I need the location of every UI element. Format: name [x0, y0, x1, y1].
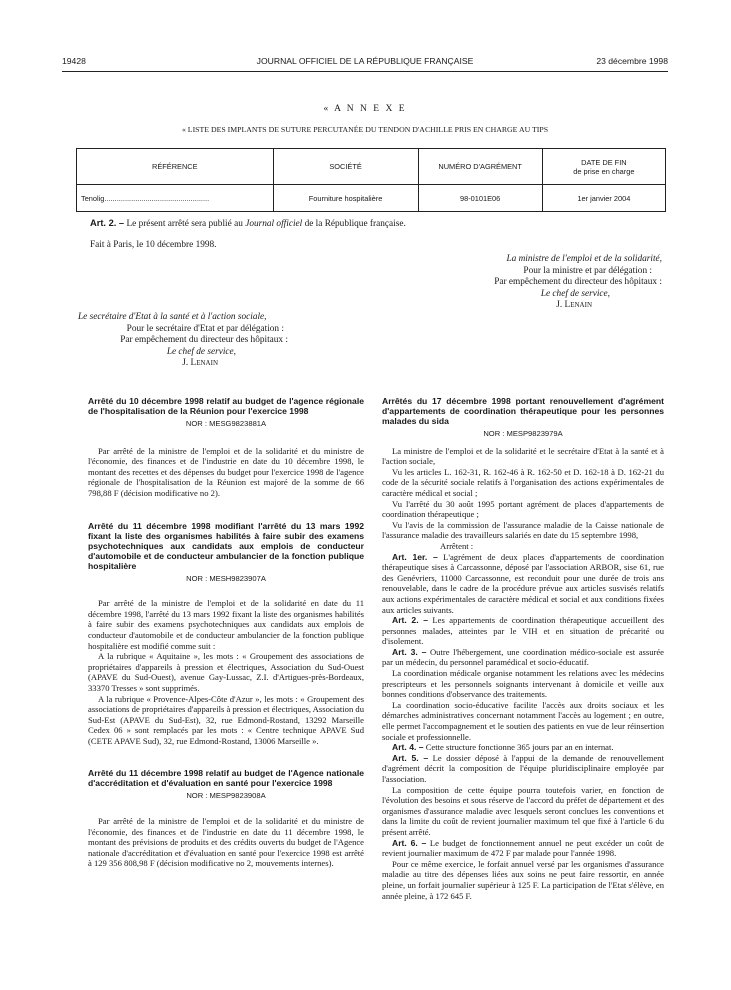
arrete-psychotech-p1: Par arrêté de la ministre de l'emploi et de la solidarité en date du 11 décembre 1998, l'arrêté du 13 mars 1992 fixant la liste des organismes habilités à faire subir des examens psychotechniques aux candidats aux emplois de conducteur d'automobile et de conducteur ambulancier de la fonction publique hospitalière est modifié comme suit :	[88, 598, 364, 651]
sida-article-5	[382, 753, 664, 785]
sig-right-role: Le chef de service,	[540, 288, 610, 299]
header-rule	[62, 71, 668, 72]
sida-coordination-medicale: La coordination médicale organise notamment les relations avec les médecins prescripteurs et les personnels soignants intervenant à domicile et veille aux bonnes conditions d'observance des traitements.	[382, 668, 664, 700]
sida-forfait: Pour ce même exercice, le forfait annuel versé par les organismes d'assurance maladie au titre des dépenses liées aux soins ne peut faire ressortir, en année pleine, un forfait journalier supérieur à 125 F. La participation de l'Etat s'élève, en année pleine, à 172 645 F.	[382, 858, 664, 901]
sida-article-1	[382, 552, 664, 616]
art4-text: Cette structure fonctionne 365 jours par an en internat.	[425, 742, 614, 753]
implants-table	[76, 148, 666, 212]
sida-article-2	[382, 615, 664, 647]
art2-italic: Journal officiel	[245, 219, 303, 229]
art3-text: Outre l'hébergement, une coordination médico-sociale est assurée par un médecin, du personnel paramédical et socio-éducatif.	[382, 646, 664, 668]
arrete-reunion-title: Arrêté du 10 décembre 1998 relatif au budget de l'agence régionale de l'hospitalisation de la Réunion pour l'exercice 1998	[88, 396, 364, 416]
sida-vu-2: Vu l'arrêté du 30 août 1995 portant agrément de places d'appartements de coordination thérapeutique ;	[382, 498, 664, 520]
cell-date-fin: 1er janvier 2004	[542, 185, 665, 212]
table-header-row	[77, 149, 666, 185]
arrete-reunion-body: Par arrêté de la ministre de l'emploi et de la solidarité et du ministre de l'économie, des finances et de l'industrie en date du 10 décembre 1998, le montant des recettes et des dépenses du budget pour l'exercice 1998 de l'agence régionale de l'hospitalisation de la Réunion est majoré de la somme de 66 798,88 F (décision modificative no 2).	[88, 445, 364, 498]
page-header	[62, 56, 668, 70]
art1-text: L'agrément de deux places d'appartements de coordination thérapeutique sises à Carcassonne, déposé par l'association ARBOR, sise 61, rue des Genévriers, 11000 Carcassonne, est reconduit pour une durée de trois ans renouvelable, dans le cadre de la procédure prévue aux articles susvisés relatifs aux actions expérimentales de caractère médical et social et aux conditions fixées aux articles suivants.	[382, 551, 665, 615]
article-2-line	[90, 218, 670, 231]
sida-article-4	[382, 742, 664, 753]
arrete-psychotech-title: Arrêté du 11 décembre 1998 modifiant l'arrêté du 13 mars 1992 fixant la liste des organismes habilités à faire subir des examens psychotechniques aux candidats aux emplois de conducteur d'automobile et de conducteur ambulancier de la fonction publique hospitalière	[88, 520, 364, 571]
journal-title: JOURNAL OFFICIEL DE LA RÉPUBLIQUE FRANÇAISE	[256, 56, 474, 66]
art2-label-right: Art. 2. –	[392, 615, 429, 626]
annexe-subtitle: « LISTE DES IMPLANTS DE SUTURE PERCUTANÉE DU TENDON D'ACHILLE PRIS EN CHARGE AU TIPS	[181, 125, 549, 134]
left-column	[88, 396, 364, 869]
sig-left-role: Le chef de service,	[166, 346, 236, 357]
sig-left-line2: Par empêchement du directeur des hôpitaux :	[120, 335, 288, 345]
sida-arretent: Arrêtent :	[440, 540, 474, 551]
arrete-psychotech-nor: NOR : MESH9823907A	[186, 573, 266, 583]
arrete-anaes-body: Par arrêté de la ministre de l'emploi et de la solidarité et du ministre de l'économie, des finances et de l'industrie en date du 11 décembre 1998, le montant des prévisions de produits et des crédits ouverts du budget de l'Agence nationale d'accréditation et d'évaluation en santé pour l'exercice 1998 est arrêté à 129 356 808,98 F (décision modificative no 2, mouvements internes).	[88, 816, 364, 869]
art6-text: Le budget de fonctionnement annuel ne peut excéder un coût de revient journalier maximum de 472 F par malade pour l'année 1998.	[382, 837, 664, 859]
sig-right-minister: La ministre de l'emploi et de la solidarité,	[506, 254, 662, 264]
sida-preamble: La ministre de l'emploi et de la solidarité et le secrétaire d'Etat à la santé et à l'action sociale,	[382, 445, 664, 467]
art4-label: Art. 4. –	[392, 742, 424, 753]
sida-composition: La composition de cette équipe pourra toutefois varier, en fonction de l'évolution des besoins et sous réserve de l'accord du préfet de département et des organismes d'assurance maladie avec lesquels seront conclues les conventions et dans la limite du coût de revient journalier maximum tel que fixé à l'article 6 du présent arrêté.	[382, 784, 664, 837]
art2-text-right: Les appartements de coordination thérapeutique accueillent des personnes malades, atteintes par le VIH et en situation de précarité ou d'isolement.	[382, 615, 664, 647]
arrete-reunion-nor: NOR : MESG9823881A	[185, 419, 267, 428]
arretes-sida-nor: NOR : MESP9823979A	[483, 429, 563, 438]
art2-text-b: de la République française.	[304, 219, 406, 229]
sida-article-3	[382, 647, 664, 668]
cell-societe: Fourniture hospitalière	[273, 185, 418, 212]
art1-label: Art. 1er. –	[392, 551, 438, 562]
cell-reference: Tenolig...................................................	[77, 185, 274, 212]
art2-label: Art. 2. –	[90, 218, 125, 228]
signature-right	[420, 254, 668, 312]
art5-text: Le dossier déposé à l'appui de la demande de renouvellement d'agrément décrit la composition de l'équipe pluridisciplinaire employée par l'association.	[382, 752, 664, 784]
col-header-date-fin: DATE DE FIN de prise en charge	[542, 149, 665, 185]
annexe-title: « A N N E X E	[323, 104, 407, 114]
sig-left-name: J. Lenain	[182, 358, 218, 368]
issue-date: 23 décembre 1998	[596, 56, 668, 66]
sida-vu-3: Vu l'avis de la commission de l'assurance maladie de la Caisse nationale de l'assurance maladie des travailleurs salariés en date du 15 septembre 1998,	[382, 519, 664, 541]
art5-label: Art. 5. –	[392, 752, 429, 763]
col-header-agrement: NUMÉRO D'AGRÉMENT	[418, 149, 542, 185]
art3-label: Art. 3. –	[392, 646, 427, 657]
sig-right-line2: Par empêchement du directeur des hôpitaux :	[494, 277, 662, 287]
sida-coordination-socio: La coordination socio-éducative facilite l'accès aux droits sociaux et les démarches administratives concernant notamment l'accès au logement ; en outre, elle permet l'accompagnement et le soutien des patients en vue de leur réinsertion sociale et professionnelle.	[382, 699, 664, 742]
art2-text-a: Le présent arrêté sera publié au	[126, 219, 243, 229]
arretes-sida-title: Arrêtés du 17 décembre 1998 portant renouvellement d'agrément d'appartements de coordination thérapeutique pour les personnes malades du sida	[382, 396, 664, 426]
arrete-psychotech-p2: A la rubrique « Aquitaine », les mots : « Groupement des associations de propriétaires d'appareils à pression et électriques, Association du Sud-Ouest (APAVE du Sud-Ouest), avenue Gay-Lussac, Z.I. d'Artigues-près-Bordeaux, 33370 Tresses » sont supprimés.	[88, 651, 364, 693]
sig-left-minister: Le secrétaire d'Etat à la santé et à l'action sociale,	[78, 312, 267, 322]
table-row	[77, 185, 666, 212]
arrete-anaes-nor: NOR : MESP9823908A	[186, 791, 266, 801]
sig-right-line1: Pour la ministre et par délégation :	[523, 265, 652, 276]
fait-a-paris: Fait à Paris, le 10 décembre 1998.	[90, 240, 217, 250]
col-header-reference: RÉFÉRENCE	[77, 149, 274, 185]
art6-label: Art. 6. –	[392, 837, 427, 848]
right-column	[382, 396, 664, 901]
sig-left-line1: Pour le secrétaire d'Etat et par délégation :	[126, 323, 284, 334]
signature-left	[62, 312, 314, 370]
arrete-anaes-title: Arrêté du 11 décembre 1998 relatif au budget de l'Agence nationale d'accréditation et d'évaluation en santé pour l'exercice 1998	[88, 768, 364, 789]
sida-article-6	[382, 838, 664, 859]
page-number: 19428	[62, 56, 86, 66]
sida-vu-1: Vu les articles L. 162-31, R. 162-46 à R. 162-50 et D. 162-18 à D. 162-21 du code de la sécurité sociale relatifs à l'organisation des actions expérimentales de caractère médical et social ;	[382, 466, 664, 498]
col-header-societe: SOCIÉTÉ	[273, 149, 418, 185]
sig-right-name: J. Lenain	[556, 300, 592, 310]
arrete-psychotech-p3: A la rubrique « Provence-Alpes-Côte d'Azur », les mots : « Groupement des associations de propriétaires d'appareils à pression et électriques, Association du Sud-Est (APAVE du Sud-Est), 32, rue Edmond-Rostand, 13292 Marseille Cedex 06 » sont remplacés par les mots : « Centre technique APAVE Sud (CETE APAVE Sud), 32, rue Edmond-Rostand, 13006 Marseille ».	[88, 693, 364, 746]
cell-agrement: 98-0101E06	[418, 185, 542, 212]
